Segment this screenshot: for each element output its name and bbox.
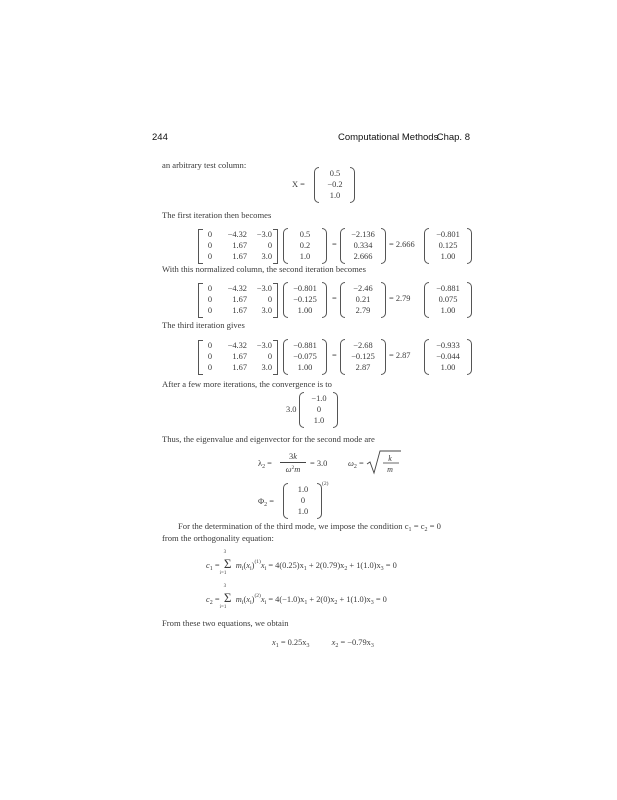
- coefficient-matrix: [198, 340, 278, 374]
- matrix-row: [198, 351, 278, 362]
- phi-two-vector: [283, 483, 323, 519]
- third-iteration-text: The third iteration gives: [162, 320, 245, 330]
- vector-entry: −0.2: [327, 180, 343, 189]
- omega-two-symbol: $\omega_2$ =: [348, 459, 364, 470]
- vector-entry: −0.044: [436, 352, 460, 361]
- vector-entry: 1.0: [329, 191, 341, 200]
- vector-entry: 0.334: [353, 241, 373, 250]
- c1-zero: = 0: [385, 561, 397, 570]
- vector-entries: [429, 283, 467, 316]
- vector-entry: −0.933: [436, 341, 460, 350]
- matrix-cell: 0: [267, 352, 272, 361]
- svg-text:m: m: [387, 465, 393, 474]
- right-brace: [467, 339, 472, 375]
- vector-entry: 0.21: [355, 295, 371, 304]
- fraction-numerator: 3k: [280, 452, 306, 463]
- right-bracket: [273, 229, 278, 264]
- right-brace: [317, 483, 322, 519]
- right-brace: [322, 339, 327, 375]
- vector-entries: [288, 283, 322, 316]
- matrix-row: [198, 340, 278, 351]
- matrix-cell: 0: [207, 306, 212, 315]
- lambda-two-symbol: $\lambda_2$ =: [258, 459, 272, 470]
- matrix-cell: 1.67: [232, 363, 247, 372]
- second-iteration-text: With this normalized column, the second iteration becomes: [162, 264, 366, 274]
- vector-entry: −1.0: [311, 394, 327, 403]
- vector-entry: 1.00: [297, 363, 313, 372]
- c1-term-1: = 4(0.25)x: [268, 561, 304, 570]
- solution-2: = −0.79x: [340, 638, 371, 647]
- right-brace: [381, 228, 386, 264]
- vector-entry: 0.075: [438, 295, 458, 304]
- vector-entry: 0.5: [299, 230, 311, 239]
- vector-entry: 2.87: [355, 363, 371, 372]
- matrix-cell: 1.67: [232, 252, 247, 261]
- matrix-cell: −4.32: [227, 341, 247, 350]
- third-mode-equals: = c: [413, 521, 425, 531]
- lambda-value: = 3.0: [310, 459, 328, 468]
- right-brace: [381, 339, 386, 375]
- vector-entries: [305, 393, 333, 426]
- equals-sign: =: [332, 240, 337, 249]
- left-brace: [314, 167, 319, 203]
- input-vector: [283, 282, 327, 318]
- c2-equation: $c_2$ = 3 Σ i=1 $m_i(x_i)^{(2)}x_i = 4(-1.0)x_1 + 2(0)x_2 + 1(1.0)x_3 = 0$: [206, 584, 387, 610]
- c2-term-3: + 1(1.0)x: [339, 595, 371, 604]
- vector-entry: −2.136: [351, 230, 375, 239]
- fraction-denominator: $\omega^2m$: [285, 465, 301, 474]
- matrix-cell: 3.0: [261, 306, 272, 315]
- coefficient-matrix: [198, 229, 278, 263]
- matrix-cell: 0: [207, 230, 212, 239]
- vector-entry: 0: [316, 405, 322, 414]
- vector-entries: [345, 229, 381, 262]
- lambda-fraction: [280, 452, 306, 475]
- matrix-cell: 0: [207, 352, 212, 361]
- c2-term-2: + 2(0)x: [309, 595, 335, 604]
- vector-entry: −0.125: [351, 352, 375, 361]
- matrix-row: [198, 229, 278, 240]
- converged-vector: [299, 392, 339, 428]
- vector-entry: 1.0: [297, 507, 309, 516]
- right-bracket: [273, 340, 278, 375]
- running-title: Computational Methods: [338, 132, 439, 143]
- product-vector: [340, 282, 386, 318]
- right-brace: [322, 228, 327, 264]
- vector-entries: [288, 229, 322, 262]
- intro-text: an arbitrary test column:: [162, 160, 247, 170]
- third-mode-lead: For the determination of the third mode, we impose the condition c: [178, 521, 409, 531]
- vector-entry: 1.00: [440, 306, 456, 315]
- equals-sign: =: [332, 351, 337, 360]
- vector-entry: 1.0: [313, 416, 325, 425]
- matrix-row: [198, 283, 278, 294]
- matrix-cell: 1.67: [232, 241, 247, 250]
- matrix-cell: 3.0: [261, 252, 272, 261]
- vector-entry: 2.666: [353, 252, 373, 261]
- matrix-cell: −3.0: [256, 284, 272, 293]
- scale-factor: = 2.87: [389, 351, 411, 360]
- vector-entries: [429, 229, 467, 262]
- thus-text: Thus, the eigenvalue and eigenvector for the second mode are: [162, 434, 375, 444]
- matrix-cell: 0: [267, 295, 272, 304]
- c2-zero: = 0: [375, 595, 387, 604]
- matrix-cell: 0: [207, 363, 212, 372]
- phi-two-symbol: $\Phi_2$ =: [258, 497, 274, 508]
- matrix-row: [198, 305, 278, 316]
- matrix-row: [198, 362, 278, 373]
- test-column-vector: [314, 167, 356, 203]
- normalized-vector: [424, 282, 472, 318]
- matrix-cell: 0: [207, 252, 212, 261]
- matrix-cell: −3.0: [256, 341, 272, 350]
- vector-entry: 0.2: [299, 241, 311, 250]
- svg-text:k: k: [388, 454, 392, 463]
- matrix-cell: −4.32: [227, 284, 247, 293]
- vector-entries: [288, 340, 322, 373]
- orthogonality-text: from the orthogonality equation:: [162, 533, 274, 543]
- vector-entry: −0.881: [293, 341, 317, 350]
- normalized-vector: [424, 228, 472, 264]
- equals-sign: =: [332, 294, 337, 303]
- vector-entry: −0.801: [293, 284, 317, 293]
- vector-entry: 0.5: [329, 169, 341, 178]
- chapter-label: Chap. 8: [436, 132, 470, 143]
- vector-entry: 0.125: [438, 241, 458, 250]
- matrix-cell: 1.67: [232, 306, 247, 315]
- matrix-cell: −4.32: [227, 230, 247, 239]
- vector-entries: [320, 168, 350, 201]
- right-brace: [467, 228, 472, 264]
- coefficient-matrix: [198, 283, 278, 317]
- c1-term-3: + 1(1.0)x: [349, 561, 381, 570]
- matrix-cell: 0: [207, 295, 212, 304]
- matrix-cell: 3.0: [261, 363, 272, 372]
- subscript: 1: [408, 527, 412, 533]
- matrix-cell: 0: [267, 241, 272, 250]
- eigenvalue-scalar: 3.0: [286, 405, 297, 414]
- left-brace: [299, 392, 304, 428]
- right-brace: [381, 282, 386, 318]
- right-brace: [350, 167, 355, 203]
- left-brace: [283, 483, 288, 519]
- c2-term-1: = 4(−1.0)x: [268, 595, 305, 604]
- sqrt-k-over-m: [366, 449, 402, 475]
- normalized-vector: [424, 339, 472, 375]
- solution-equations: $x_1 = 0.25x_3$ $x_2 = -0.79x_3$: [272, 638, 374, 649]
- matrix-row: [198, 240, 278, 251]
- input-vector: [283, 228, 327, 264]
- matrix-cell: 1.67: [232, 295, 247, 304]
- vector-entry: 1.0: [299, 252, 311, 261]
- scale-factor: = 2.79: [389, 294, 411, 303]
- scale-factor: = 2.666: [389, 240, 415, 249]
- matrix-cell: 0: [207, 341, 212, 350]
- mode-superscript: (2): [322, 481, 329, 487]
- x-label: X =: [292, 180, 305, 189]
- right-brace: [333, 392, 338, 428]
- product-vector: [340, 339, 386, 375]
- from-these-text: From these two equations, we obtain: [162, 618, 289, 628]
- vector-entries: [345, 283, 381, 316]
- vector-entry: −2.68: [353, 341, 373, 350]
- page-number: 244: [152, 132, 168, 143]
- vector-entries: [345, 340, 381, 373]
- vector-entry: −0.881: [436, 284, 460, 293]
- matrix-cell: 0: [207, 284, 212, 293]
- solution-1: = 0.25x: [280, 638, 307, 647]
- vector-entries: [429, 340, 467, 373]
- right-bracket: [273, 283, 278, 318]
- vector-entries: [289, 484, 317, 517]
- convergence-text: After a few more iterations, the convergence is to: [162, 379, 332, 389]
- right-brace: [467, 282, 472, 318]
- vector-entry: −0.075: [293, 352, 317, 361]
- first-iteration-text: The first iteration then becomes: [162, 210, 272, 220]
- third-mode-text: [178, 521, 441, 533]
- page-header: [152, 132, 470, 146]
- vector-entry: 1.0: [297, 485, 309, 494]
- right-brace: [322, 282, 327, 318]
- matrix-row: [198, 251, 278, 262]
- vector-entry: 1.00: [440, 363, 456, 372]
- vector-entry: −0.125: [293, 295, 317, 304]
- vector-entry: 0: [300, 496, 306, 505]
- matrix-cell: −3.0: [256, 230, 272, 239]
- c1-equation: $c_1$ = 3 Σ i=1 $m_i(x_i)^{(1)}x_i = 4(0.25)x_1 + 2(0.79)x_2 + 1(1.0)x_3 = 0$: [206, 550, 397, 576]
- vector-entry: 1.00: [440, 252, 456, 261]
- subscript: 2: [424, 527, 428, 533]
- matrix-cell: 0: [207, 241, 212, 250]
- vector-entry: 2.79: [355, 306, 371, 315]
- c1-term-2: + 2(0.79)x: [308, 561, 345, 570]
- input-vector: [283, 339, 327, 375]
- vector-entry: −0.801: [436, 230, 460, 239]
- matrix-row: [198, 294, 278, 305]
- vector-entry: 1.00: [297, 306, 313, 315]
- product-vector: [340, 228, 386, 264]
- vector-entry: −2.46: [353, 284, 373, 293]
- third-mode-end: = 0: [429, 521, 441, 531]
- matrix-cell: 1.67: [232, 352, 247, 361]
